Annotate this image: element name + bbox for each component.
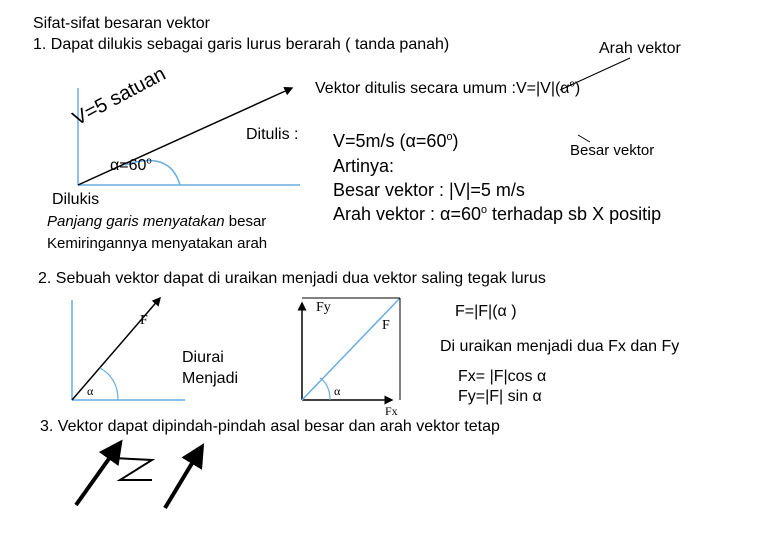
dilukis-heading: Dilukis xyxy=(52,191,100,208)
point-2-text: 2. Sebuah vektor dapat di uraikan menjadi dua vektor saling tegak lurus xyxy=(38,270,546,287)
angle-label-text: α=60 xyxy=(110,157,147,174)
example-line-1 xyxy=(333,131,458,152)
example-besar: Besar vektor : |V|=5 m/s xyxy=(333,180,525,200)
example-line-1-suffix: ) xyxy=(452,131,459,151)
menjadi-label: Menjadi xyxy=(182,370,239,387)
arah-vektor-label: Arah vektor xyxy=(599,40,681,57)
dilukis-line-1-emphasis: besar xyxy=(228,213,267,230)
example-arah-prefix: Arah vektor : α=60 xyxy=(333,204,481,224)
dilukis-line-1 xyxy=(47,213,266,230)
example-arah-sup: o xyxy=(480,204,487,216)
fx-formula: Fx= |F|cos α xyxy=(458,368,547,385)
general-notation xyxy=(315,80,580,98)
fig2b-angle-arc xyxy=(320,378,330,400)
point-1-text: 1. Dapat dilukis sebagai garis lurus berarah ( tanda panah) xyxy=(33,36,450,53)
example-artinya: Artinya: xyxy=(333,156,395,176)
besar-pointer-line xyxy=(578,135,590,142)
fig2b-fy-label: Fy xyxy=(316,300,331,315)
example-arah xyxy=(333,204,661,225)
dilukis-line-2 xyxy=(47,235,267,252)
general-notation-suffix: ) xyxy=(574,80,581,97)
dilukis-line-2-emphasis: arah xyxy=(237,235,268,252)
fig3-vector-a xyxy=(76,446,118,505)
fy-formula: Fy=|F| sin α xyxy=(458,388,542,405)
fig2b-f-label: F xyxy=(382,318,390,333)
fig2-angle-label: α xyxy=(87,384,94,398)
example-line-1-sup: o xyxy=(446,131,453,143)
fig3-zigzag xyxy=(113,458,152,480)
fig2b-angle-label: α xyxy=(334,384,341,398)
general-notation-sup: o xyxy=(569,78,575,90)
vector-magnitude-label: V=5 satuan xyxy=(69,62,170,131)
angle-label-sup: o xyxy=(146,155,152,167)
dilukis-line-2-prefix: Kemiringannya menyatakan xyxy=(47,235,238,252)
fig2-angle-arc xyxy=(100,368,118,400)
fig2b-fx-label: Fx xyxy=(385,404,398,418)
besar-vektor-label: Besar vektor xyxy=(570,142,655,159)
uraikan-text: Di uraikan menjadi dua Fx dan Fy xyxy=(440,338,680,355)
dilukis-line-1-prefix: Panjang garis menyatakan xyxy=(47,213,229,230)
general-notation-prefix: Vektor ditulis secara umum :V=|V|(α xyxy=(315,80,570,97)
example-arah-suffix: terhadap sb X positip xyxy=(487,204,662,224)
point-3-text: 3. Vektor dapat dipindah-pindah asal besar dan arah vektor tetap xyxy=(40,418,500,435)
diurai-label: Diurai xyxy=(182,349,224,366)
angle-label xyxy=(110,157,152,175)
fig3-vector-b xyxy=(165,450,200,508)
formula-f: F=|F|(α ) xyxy=(455,303,517,320)
example-line-1-prefix: V=5m/s (α=60 xyxy=(333,131,447,151)
fig2-f-label: F xyxy=(140,313,148,328)
ditulis-label: Ditulis : xyxy=(246,126,299,143)
page-title: Sifat-sifat besaran vektor xyxy=(33,15,210,32)
